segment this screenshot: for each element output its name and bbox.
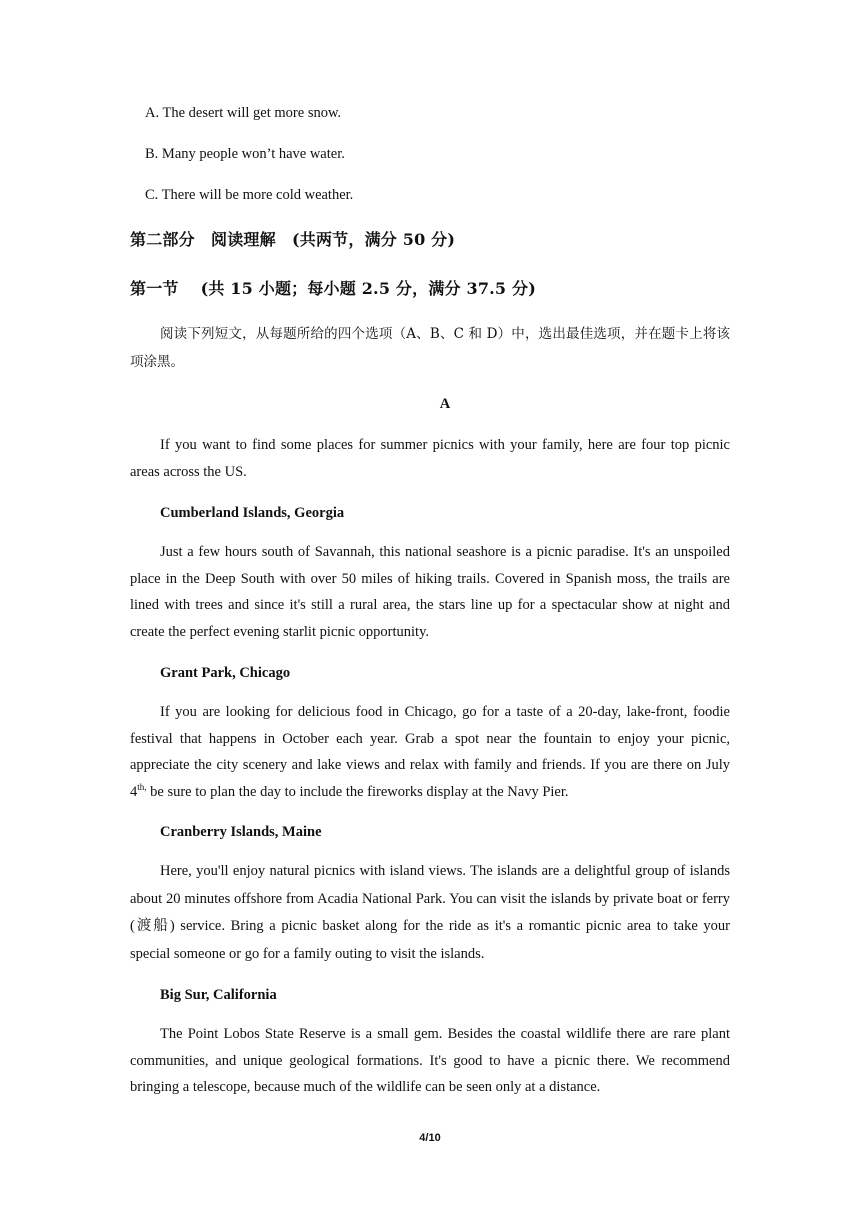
place-title: Big Sur, California <box>160 987 277 1003</box>
option-a: A. The desert will get more snow. <box>145 105 342 121</box>
passage-label: A <box>439 396 451 412</box>
place-description: Just a few hours south of Savannah, this national seashore is a picnic paradise. It's an unspoiled place in the Deep South with over 50 miles of hiking trails. Covered in Spanish moss, the trails are lined with trees and since it's still a rural area, the stars line up for a spectacular show at night and create the perfect evening starlit picnic opportunity. <box>130 544 730 640</box>
section-heading: 第一节 (共 15 小题；每小题 2.5 分，满分 37.5 分) <box>130 279 537 298</box>
part-heading: 第二部分 阅读理解 (共两节，满分 50 分) <box>130 230 456 249</box>
place-title: Cranberry Islands, Maine <box>160 824 322 840</box>
place-description: Here, you'll enjoy natural picnics with island views. The islands are a delightful group of islands about 20 minutes offshore from Acadia National Park. You can visit the islands by private boat or ferry (渡船) service. Bring a picnic basket along for the ride as it's a romantic picnic area to take your special someone or go for a family outing to visit the islands. <box>130 863 730 962</box>
intro-paragraph: If you want to find some places for summer picnics with your family, here are four top picnic areas across the US. <box>130 437 730 480</box>
option-c: C. There will be more cold weather. <box>145 187 354 203</box>
place-title: Cumberland Islands, Georgia <box>160 505 345 521</box>
superscript: th, <box>137 781 147 792</box>
place-description: The Point Lobos State Reserve is a small gem. Besides the coastal wildlife there are rare plant communities, and unique geological formations. It's good to have a picnic there. We recommend bringing a telescope, because much of the wildlife can be seen only at a distance. <box>130 1026 730 1095</box>
place-description: If you are looking for delicious food in Chicago, go for a taste of a 20-day, lake-front, foodie festival that happens in October each year. Grab a spot near the fountain to enjoy your picnic, appreciate the city scenery and lake views and relax with family and friends. If you are there on July $4^{th,}$ be sure to plan the day to include the fireworks display at the Navy Pier. <box>130 704 730 800</box>
page-number: 4/10 <box>419 1132 441 1144</box>
option-b: B. Many people won’t have water. <box>145 146 345 162</box>
instruction-text: 阅读下列短文，从每题所给的四个选项（A、B、C 和 D）中，选出最佳选项，并在题卡上将该项涂黑。 <box>130 326 730 370</box>
place-title: Grant Park, Chicago <box>160 665 291 681</box>
